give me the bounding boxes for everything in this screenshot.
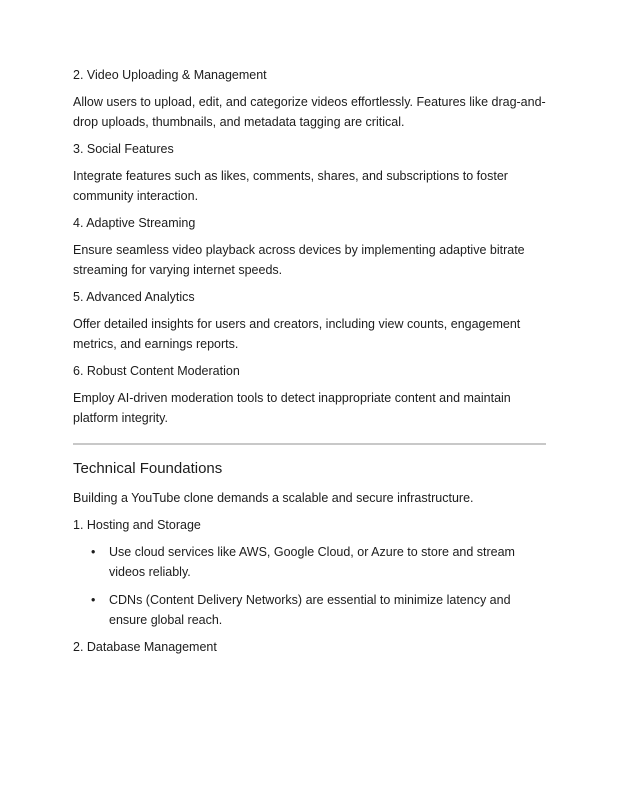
feature-body-moderation: Employ AI-driven moderation tools to detect inappropriate content and maintain platform integrity. bbox=[73, 391, 511, 425]
hosting-heading: 1. Hosting and Storage bbox=[73, 518, 201, 532]
database-heading: 2. Database Management bbox=[73, 640, 217, 654]
section-title-technical-foundations: Technical Foundations bbox=[73, 460, 223, 477]
bullet-item bbox=[73, 542, 548, 582]
section-divider bbox=[73, 443, 546, 445]
bullet-text: Use cloud services like AWS, Google Cloud, or Azure to store and stream videos reliably. bbox=[109, 545, 515, 579]
feature-body-video-uploading: Allow users to upload, edit, and categorize videos effortlessly. Features like drag-and-drop uploads, thumbnails, and metadata tagging are critical. bbox=[73, 95, 546, 129]
feature-body-adaptive-streaming: Ensure seamless video playback across devices by implementing adaptive bitrate streaming for varying internet speeds. bbox=[73, 243, 525, 277]
feature-heading-adaptive-streaming: 4. Adaptive Streaming bbox=[73, 216, 196, 230]
feature-heading-analytics: 5. Advanced Analytics bbox=[73, 290, 195, 304]
bullet-text: CDNs (Content Delivery Networks) are essential to minimize latency and ensure global reach. bbox=[109, 593, 511, 627]
feature-body-social: Integrate features such as likes, comments, shares, and subscriptions to foster community interaction. bbox=[73, 169, 508, 203]
hosting-bullet-list bbox=[73, 542, 548, 630]
feature-heading-moderation: 6. Robust Content Moderation bbox=[73, 364, 240, 378]
feature-body-analytics: Offer detailed insights for users and creators, including view counts, engagement metrics, and earnings reports. bbox=[73, 317, 521, 351]
bullet-dot-icon: • bbox=[91, 545, 96, 559]
bullet-item bbox=[73, 590, 548, 630]
section-intro: Building a YouTube clone demands a scalable and secure infrastructure. bbox=[73, 491, 474, 505]
feature-heading-video-uploading: 2. Video Uploading & Management bbox=[73, 68, 267, 82]
feature-heading-social: 3. Social Features bbox=[73, 142, 174, 156]
bullet-dot-icon: • bbox=[91, 593, 96, 607]
document-page bbox=[73, 66, 548, 664]
